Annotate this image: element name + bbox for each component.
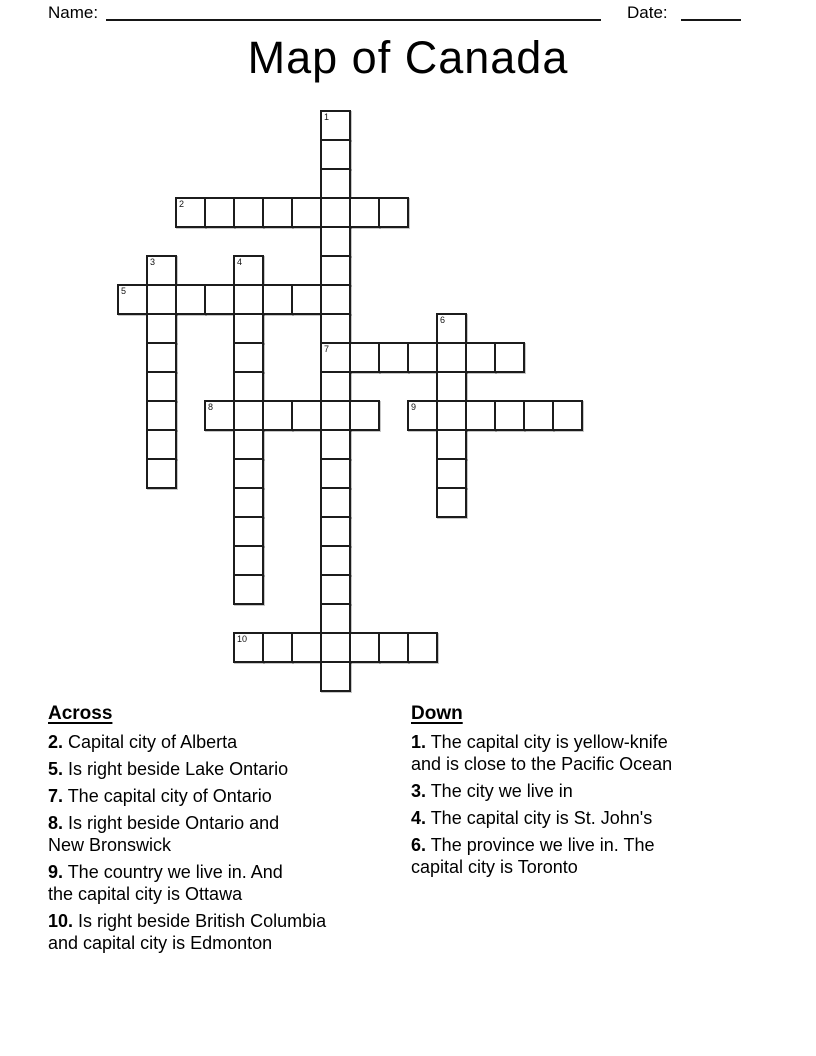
grid-cell[interactable] [494, 400, 525, 431]
clue-item [48, 861, 408, 905]
grid-cell[interactable] [175, 197, 206, 228]
grid-cell[interactable] [204, 284, 235, 315]
grid-cell[interactable] [320, 255, 351, 286]
grid-cell[interactable] [320, 545, 351, 576]
grid-cell[interactable] [233, 284, 264, 315]
clue-text-line: and capital city is Edmonton [48, 933, 273, 953]
clue-text-line: capital city is Toronto [411, 857, 578, 877]
grid-cell[interactable] [233, 545, 264, 576]
grid-cell[interactable] [233, 371, 264, 402]
clue-text-line: The country we live in. And [63, 862, 283, 882]
grid-cell[interactable] [436, 429, 467, 460]
clue-text-line: the capital city is Ottawa [48, 884, 243, 904]
grid-cell[interactable] [233, 342, 264, 373]
grid-cell[interactable] [117, 284, 148, 315]
clue-number: 9. [48, 862, 64, 882]
grid-cell[interactable] [320, 661, 351, 692]
clue-number: 5. [48, 759, 64, 779]
clue-item [411, 834, 771, 878]
grid-cell[interactable] [436, 313, 467, 344]
grid-cell[interactable] [320, 313, 351, 344]
grid-cell[interactable] [146, 255, 177, 286]
page-title: Map of Canada [247, 32, 569, 83]
grid-cell[interactable] [146, 429, 177, 460]
grid-cell[interactable] [349, 400, 380, 431]
grid-cell[interactable] [494, 342, 525, 373]
grid-cell[interactable] [378, 632, 409, 663]
name-label: Name: [48, 3, 99, 22]
grid-cell[interactable] [436, 371, 467, 402]
clue-text-line: Capital city of Alberta [63, 732, 238, 752]
grid-cell[interactable] [233, 516, 264, 547]
grid-cell[interactable] [320, 632, 351, 663]
grid-cell[interactable] [320, 139, 351, 170]
grid-cell[interactable] [146, 313, 177, 344]
cell-number: 10 [237, 634, 248, 644]
clues-across-section [48, 702, 408, 959]
grid-cell[interactable] [320, 168, 351, 199]
clue-item [411, 780, 771, 802]
grid-cell[interactable] [320, 197, 351, 228]
cell-number: 6 [440, 315, 446, 325]
clue-item [48, 910, 408, 954]
clue-text-line: The capital city is St. John's [426, 808, 653, 828]
grid-cell[interactable] [291, 284, 322, 315]
grid-cell[interactable] [233, 255, 264, 286]
clue-item [48, 758, 408, 780]
cell-number: 1 [324, 112, 330, 122]
date-fill-in-line[interactable] [681, 19, 741, 21]
cell-number: 8 [208, 402, 214, 412]
grid-cell[interactable] [349, 197, 380, 228]
grid-cell[interactable] [465, 342, 496, 373]
grid-cell[interactable] [349, 342, 380, 373]
clue-text-line: Is right beside Ontario and [63, 813, 280, 833]
grid-cell[interactable] [233, 197, 264, 228]
grid-cell[interactable] [349, 632, 380, 663]
name-fill-in-line[interactable] [106, 19, 601, 21]
clue-text-line: The capital city is yellow-knife [426, 732, 668, 752]
down-heading: Down [411, 703, 463, 724]
grid-cell[interactable] [436, 487, 467, 518]
date-label: Date: [627, 3, 668, 22]
grid-cell[interactable] [320, 342, 351, 373]
crossword-grid [117, 110, 587, 695]
grid-cell[interactable] [262, 400, 293, 431]
grid-cell[interactable] [320, 603, 351, 634]
clue-text-line: The city we live in [426, 781, 573, 801]
grid-cell[interactable] [320, 574, 351, 605]
across-clue-list [48, 731, 408, 954]
clue-number: 3. [411, 781, 427, 801]
grid-cell[interactable] [233, 313, 264, 344]
clue-number: 8. [48, 813, 64, 833]
grid-cell[interactable] [436, 342, 467, 373]
grid-cell[interactable] [233, 487, 264, 518]
clue-text-line: Is right beside British Columbia [73, 911, 327, 931]
grid-cell[interactable] [233, 458, 264, 489]
grid-cell[interactable] [291, 400, 322, 431]
grid-cell[interactable] [378, 342, 409, 373]
grid-cell[interactable] [407, 400, 438, 431]
clue-number: 6. [411, 835, 427, 855]
grid-cell[interactable] [523, 400, 554, 431]
grid-cell[interactable] [146, 400, 177, 431]
grid-cell[interactable] [407, 342, 438, 373]
clue-text-line: The capital city of Ontario [63, 786, 272, 806]
cell-number: 3 [150, 257, 156, 267]
grid-cell[interactable] [465, 400, 496, 431]
clue-number: 7. [48, 786, 64, 806]
clues-down-section [411, 702, 771, 883]
grid-cell[interactable] [204, 197, 235, 228]
grid-cell[interactable] [262, 632, 293, 663]
grid-cell[interactable] [320, 487, 351, 518]
grid-cell[interactable] [552, 400, 583, 431]
grid-cell[interactable] [262, 197, 293, 228]
grid-cell[interactable] [436, 458, 467, 489]
cell-number: 4 [237, 257, 243, 267]
grid-cell[interactable] [320, 226, 351, 257]
grid-cell[interactable] [233, 632, 264, 663]
grid-cell[interactable] [320, 110, 351, 141]
grid-cell[interactable] [146, 371, 177, 402]
grid-cell[interactable] [146, 284, 177, 315]
grid-cell[interactable] [233, 574, 264, 605]
grid-cell[interactable] [233, 400, 264, 431]
grid-cell[interactable] [262, 284, 293, 315]
clue-text-line: New Bronswick [48, 835, 172, 855]
grid-cell[interactable] [320, 400, 351, 431]
clue-item [48, 785, 408, 807]
clue-number: 4. [411, 808, 427, 828]
cell-number: 2 [179, 199, 185, 209]
grid-cell[interactable] [320, 284, 351, 315]
clue-number: 1. [411, 732, 427, 752]
grid-cell[interactable] [407, 632, 438, 663]
grid-cell[interactable] [291, 197, 322, 228]
clue-number: 10. [48, 911, 74, 931]
clue-item [411, 807, 771, 829]
clue-item [48, 731, 408, 753]
clue-text-line: Is right beside Lake Ontario [63, 759, 289, 779]
grid-cell[interactable] [175, 284, 206, 315]
clue-number: 2. [48, 732, 64, 752]
grid-cell[interactable] [320, 458, 351, 489]
clue-text-line: and is close to the Pacific Ocean [411, 754, 673, 774]
clue-text-line: The province we live in. The [426, 835, 655, 855]
cell-number: 9 [411, 402, 417, 412]
cell-number: 7 [324, 344, 330, 354]
grid-cell[interactable] [320, 429, 351, 460]
grid-cell[interactable] [320, 371, 351, 402]
cell-number: 5 [121, 286, 127, 296]
grid-cell[interactable] [146, 458, 177, 489]
clue-item [48, 812, 408, 856]
across-heading: Across [48, 703, 113, 724]
grid-cell[interactable] [204, 400, 235, 431]
down-clue-list [411, 731, 771, 878]
grid-cell[interactable] [146, 342, 177, 373]
grid-cell[interactable] [320, 516, 351, 547]
grid-cell[interactable] [291, 632, 322, 663]
grid-cell[interactable] [436, 400, 467, 431]
grid-cell[interactable] [233, 429, 264, 460]
clue-item [411, 731, 771, 775]
grid-cell[interactable] [378, 197, 409, 228]
